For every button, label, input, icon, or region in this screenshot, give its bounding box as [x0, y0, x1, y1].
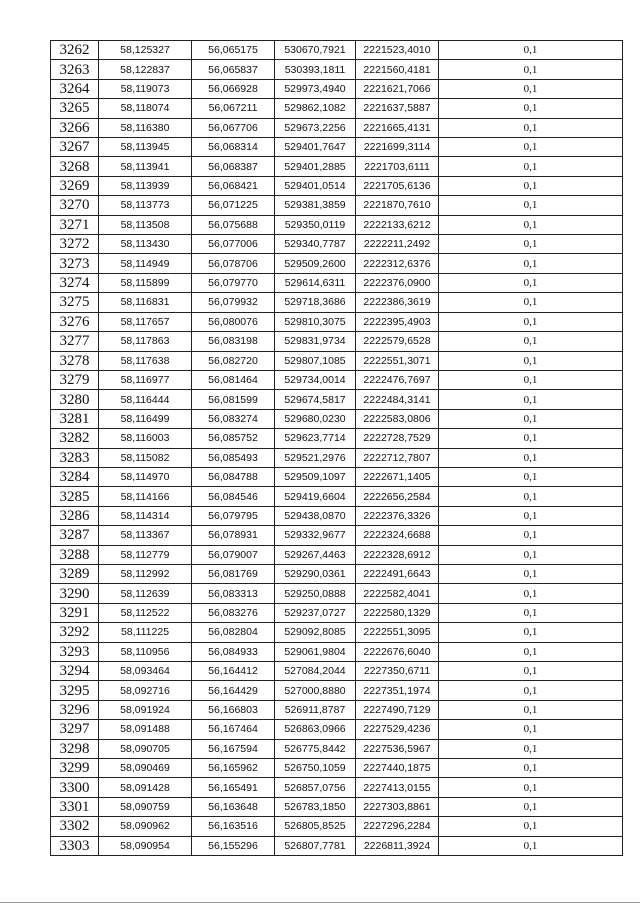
- y-coordinate-cell: 2222376,3326: [356, 506, 439, 525]
- x-coordinate-cell: 526863,0966: [275, 720, 356, 739]
- table-row: [51, 60, 623, 79]
- point-number-cell: 3271: [51, 215, 99, 234]
- y-coordinate-cell: 2222583,0806: [356, 409, 439, 428]
- latitude-cell: 58,116380: [99, 118, 192, 137]
- x-coordinate-cell: 526911,8787: [275, 700, 356, 719]
- y-coordinate-cell: 2221705,6136: [356, 176, 439, 195]
- accuracy-cell: 0,1: [439, 681, 623, 700]
- latitude-cell: 58,114949: [99, 254, 192, 273]
- x-coordinate-cell: 529237,0727: [275, 603, 356, 622]
- y-coordinate-cell: 2222376,0900: [356, 273, 439, 292]
- longitude-cell: 56,165962: [192, 759, 275, 778]
- table-row: [51, 429, 623, 448]
- x-coordinate-cell: 529401,0514: [275, 176, 356, 195]
- x-coordinate-cell: 529061,9804: [275, 642, 356, 661]
- y-coordinate-cell: 2227413,0155: [356, 778, 439, 797]
- longitude-cell: 56,082804: [192, 623, 275, 642]
- longitude-cell: 56,068387: [192, 157, 275, 176]
- y-coordinate-cell: 2222728,7529: [356, 429, 439, 448]
- accuracy-cell: 0,1: [439, 157, 623, 176]
- table-row: [51, 370, 623, 389]
- x-coordinate-cell: 527000,8880: [275, 681, 356, 700]
- latitude-cell: 58,125327: [99, 41, 192, 60]
- latitude-cell: 58,119073: [99, 79, 192, 98]
- x-coordinate-cell: 529438,0870: [275, 506, 356, 525]
- latitude-cell: 58,118074: [99, 99, 192, 118]
- y-coordinate-cell: 2222582,4041: [356, 584, 439, 603]
- latitude-cell: 58,112779: [99, 545, 192, 564]
- point-number-cell: 3281: [51, 409, 99, 428]
- latitude-cell: 58,116003: [99, 429, 192, 448]
- accuracy-cell: 0,1: [439, 138, 623, 157]
- accuracy-cell: 0,1: [439, 797, 623, 816]
- y-coordinate-cell: 2222656,2584: [356, 487, 439, 506]
- coordinates-table: [50, 40, 623, 856]
- point-number-cell: 3290: [51, 584, 99, 603]
- accuracy-cell: 0,1: [439, 603, 623, 622]
- longitude-cell: 56,078706: [192, 254, 275, 273]
- latitude-cell: 58,090962: [99, 817, 192, 836]
- table-row: [51, 409, 623, 428]
- y-coordinate-cell: 2226811,3924: [356, 836, 439, 855]
- point-number-cell: 3280: [51, 390, 99, 409]
- y-coordinate-cell: 2221637,5887: [356, 99, 439, 118]
- table-row: [51, 448, 623, 467]
- point-number-cell: 3301: [51, 797, 99, 816]
- point-number-cell: 3289: [51, 564, 99, 583]
- point-number-cell: 3292: [51, 623, 99, 642]
- point-number-cell: 3278: [51, 351, 99, 370]
- accuracy-cell: 0,1: [439, 370, 623, 389]
- latitude-cell: 58,116444: [99, 390, 192, 409]
- latitude-cell: 58,091924: [99, 700, 192, 719]
- y-coordinate-cell: 2227303,8861: [356, 797, 439, 816]
- accuracy-cell: 0,1: [439, 700, 623, 719]
- accuracy-cell: 0,1: [439, 720, 623, 739]
- y-coordinate-cell: 2221699,3114: [356, 138, 439, 157]
- point-number-cell: 3303: [51, 836, 99, 855]
- point-number-cell: 3268: [51, 157, 99, 176]
- latitude-cell: 58,113367: [99, 526, 192, 545]
- accuracy-cell: 0,1: [439, 564, 623, 583]
- longitude-cell: 56,083276: [192, 603, 275, 622]
- latitude-cell: 58,115082: [99, 448, 192, 467]
- table-row: [51, 662, 623, 681]
- point-number-cell: 3299: [51, 759, 99, 778]
- longitude-cell: 56,067706: [192, 118, 275, 137]
- x-coordinate-cell: 529680,0230: [275, 409, 356, 428]
- longitude-cell: 56,155296: [192, 836, 275, 855]
- accuracy-cell: 0,1: [439, 545, 623, 564]
- point-number-cell: 3298: [51, 739, 99, 758]
- x-coordinate-cell: 526857,0756: [275, 778, 356, 797]
- table-row: [51, 351, 623, 370]
- point-number-cell: 3282: [51, 429, 99, 448]
- latitude-cell: 58,092716: [99, 681, 192, 700]
- y-coordinate-cell: 2227490,7129: [356, 700, 439, 719]
- point-number-cell: 3297: [51, 720, 99, 739]
- point-number-cell: 3272: [51, 235, 99, 254]
- y-coordinate-cell: 2222712,7807: [356, 448, 439, 467]
- table-row: [51, 778, 623, 797]
- latitude-cell: 58,113430: [99, 235, 192, 254]
- point-number-cell: 3285: [51, 487, 99, 506]
- point-number-cell: 3264: [51, 79, 99, 98]
- x-coordinate-cell: 529332,9677: [275, 526, 356, 545]
- table-row: [51, 312, 623, 331]
- point-number-cell: 3262: [51, 41, 99, 60]
- table-row: [51, 797, 623, 816]
- accuracy-cell: 0,1: [439, 429, 623, 448]
- longitude-cell: 56,077006: [192, 235, 275, 254]
- accuracy-cell: 0,1: [439, 99, 623, 118]
- x-coordinate-cell: 527084,2044: [275, 662, 356, 681]
- table-row: [51, 157, 623, 176]
- table-row: [51, 526, 623, 545]
- longitude-cell: 56,085752: [192, 429, 275, 448]
- accuracy-cell: 0,1: [439, 817, 623, 836]
- accuracy-cell: 0,1: [439, 215, 623, 234]
- y-coordinate-cell: 2222395,4903: [356, 312, 439, 331]
- longitude-cell: 56,065175: [192, 41, 275, 60]
- table-row: [51, 836, 623, 855]
- accuracy-cell: 0,1: [439, 487, 623, 506]
- y-coordinate-cell: 2227440,1875: [356, 759, 439, 778]
- longitude-cell: 56,079007: [192, 545, 275, 564]
- table-row: [51, 564, 623, 583]
- x-coordinate-cell: 529673,2256: [275, 118, 356, 137]
- x-coordinate-cell: 530670,7921: [275, 41, 356, 60]
- accuracy-cell: 0,1: [439, 79, 623, 98]
- table-row: [51, 293, 623, 312]
- point-number-cell: 3291: [51, 603, 99, 622]
- accuracy-cell: 0,1: [439, 390, 623, 409]
- y-coordinate-cell: 2222579,6528: [356, 332, 439, 351]
- y-coordinate-cell: 2222386,3619: [356, 293, 439, 312]
- table-row: [51, 79, 623, 98]
- x-coordinate-cell: 529973,4940: [275, 79, 356, 98]
- table-row: [51, 215, 623, 234]
- table-row: [51, 720, 623, 739]
- page-bottom-rule: [0, 902, 640, 903]
- latitude-cell: 58,090469: [99, 759, 192, 778]
- longitude-cell: 56,084546: [192, 487, 275, 506]
- y-coordinate-cell: 2222491,6643: [356, 564, 439, 583]
- point-number-cell: 3267: [51, 138, 99, 157]
- point-number-cell: 3300: [51, 778, 99, 797]
- longitude-cell: 56,084933: [192, 642, 275, 661]
- longitude-cell: 56,082720: [192, 351, 275, 370]
- longitude-cell: 56,078931: [192, 526, 275, 545]
- longitude-cell: 56,068421: [192, 176, 275, 195]
- y-coordinate-cell: 2221703,6111: [356, 157, 439, 176]
- table-row: [51, 118, 623, 137]
- point-number-cell: 3277: [51, 332, 99, 351]
- y-coordinate-cell: 2221665,4131: [356, 118, 439, 137]
- longitude-cell: 56,165491: [192, 778, 275, 797]
- accuracy-cell: 0,1: [439, 273, 623, 292]
- latitude-cell: 58,113941: [99, 157, 192, 176]
- x-coordinate-cell: 529623,7714: [275, 429, 356, 448]
- latitude-cell: 58,110956: [99, 642, 192, 661]
- accuracy-cell: 0,1: [439, 642, 623, 661]
- point-number-cell: 3286: [51, 506, 99, 525]
- accuracy-cell: 0,1: [439, 448, 623, 467]
- y-coordinate-cell: 2222671,1405: [356, 467, 439, 486]
- x-coordinate-cell: 529092,8085: [275, 623, 356, 642]
- y-coordinate-cell: 2222324,6688: [356, 526, 439, 545]
- longitude-cell: 56,083198: [192, 332, 275, 351]
- y-coordinate-cell: 2221621,7066: [356, 79, 439, 98]
- y-coordinate-cell: 2227536,5967: [356, 739, 439, 758]
- latitude-cell: 58,114970: [99, 467, 192, 486]
- latitude-cell: 58,117863: [99, 332, 192, 351]
- table-row: [51, 41, 623, 60]
- longitude-cell: 56,065837: [192, 60, 275, 79]
- longitude-cell: 56,080076: [192, 312, 275, 331]
- coordinates-table-body: [51, 41, 623, 856]
- x-coordinate-cell: 529381,3859: [275, 196, 356, 215]
- y-coordinate-cell: 2222476,7697: [356, 370, 439, 389]
- latitude-cell: 58,117657: [99, 312, 192, 331]
- x-coordinate-cell: 529718,3686: [275, 293, 356, 312]
- latitude-cell: 58,115899: [99, 273, 192, 292]
- point-number-cell: 3294: [51, 662, 99, 681]
- latitude-cell: 58,112639: [99, 584, 192, 603]
- y-coordinate-cell: 2221560,4181: [356, 60, 439, 79]
- point-number-cell: 3265: [51, 99, 99, 118]
- x-coordinate-cell: 529250,0888: [275, 584, 356, 603]
- table-row: [51, 99, 623, 118]
- accuracy-cell: 0,1: [439, 254, 623, 273]
- longitude-cell: 56,164412: [192, 662, 275, 681]
- y-coordinate-cell: 2222551,3071: [356, 351, 439, 370]
- x-coordinate-cell: 529509,1097: [275, 467, 356, 486]
- table-row: [51, 467, 623, 486]
- accuracy-cell: 0,1: [439, 60, 623, 79]
- latitude-cell: 58,090759: [99, 797, 192, 816]
- x-coordinate-cell: 529862,1082: [275, 99, 356, 118]
- point-number-cell: 3295: [51, 681, 99, 700]
- longitude-cell: 56,163648: [192, 797, 275, 816]
- longitude-cell: 56,067211: [192, 99, 275, 118]
- latitude-cell: 58,122837: [99, 60, 192, 79]
- longitude-cell: 56,081599: [192, 390, 275, 409]
- point-number-cell: 3284: [51, 467, 99, 486]
- longitude-cell: 56,164429: [192, 681, 275, 700]
- table-row: [51, 506, 623, 525]
- x-coordinate-cell: 526807,7781: [275, 836, 356, 855]
- table-row: [51, 817, 623, 836]
- accuracy-cell: 0,1: [439, 526, 623, 545]
- x-coordinate-cell: 530393,1811: [275, 60, 356, 79]
- point-number-cell: 3276: [51, 312, 99, 331]
- point-number-cell: 3296: [51, 700, 99, 719]
- y-coordinate-cell: 2227529,4236: [356, 720, 439, 739]
- x-coordinate-cell: 529734,0014: [275, 370, 356, 389]
- point-number-cell: 3270: [51, 196, 99, 215]
- longitude-cell: 56,083313: [192, 584, 275, 603]
- y-coordinate-cell: 2222580,1329: [356, 603, 439, 622]
- table-row: [51, 196, 623, 215]
- accuracy-cell: 0,1: [439, 312, 623, 331]
- accuracy-cell: 0,1: [439, 235, 623, 254]
- latitude-cell: 58,093464: [99, 662, 192, 681]
- table-row: [51, 623, 623, 642]
- latitude-cell: 58,116977: [99, 370, 192, 389]
- point-number-cell: 3274: [51, 273, 99, 292]
- y-coordinate-cell: 2222484,3141: [356, 390, 439, 409]
- latitude-cell: 58,114166: [99, 487, 192, 506]
- latitude-cell: 58,091428: [99, 778, 192, 797]
- table-row: [51, 176, 623, 195]
- accuracy-cell: 0,1: [439, 759, 623, 778]
- accuracy-cell: 0,1: [439, 623, 623, 642]
- longitude-cell: 56,166803: [192, 700, 275, 719]
- y-coordinate-cell: 2222328,6912: [356, 545, 439, 564]
- table-row: [51, 700, 623, 719]
- longitude-cell: 56,079795: [192, 506, 275, 525]
- latitude-cell: 58,113773: [99, 196, 192, 215]
- accuracy-cell: 0,1: [439, 196, 623, 215]
- table-row: [51, 642, 623, 661]
- y-coordinate-cell: 2227351,1974: [356, 681, 439, 700]
- latitude-cell: 58,113939: [99, 176, 192, 195]
- point-number-cell: 3275: [51, 293, 99, 312]
- longitude-cell: 56,163516: [192, 817, 275, 836]
- longitude-cell: 56,066928: [192, 79, 275, 98]
- x-coordinate-cell: 529509,2600: [275, 254, 356, 273]
- latitude-cell: 58,116831: [99, 293, 192, 312]
- point-number-cell: 3263: [51, 60, 99, 79]
- longitude-cell: 56,071225: [192, 196, 275, 215]
- table-row: [51, 390, 623, 409]
- accuracy-cell: 0,1: [439, 836, 623, 855]
- y-coordinate-cell: 2222312,6376: [356, 254, 439, 273]
- accuracy-cell: 0,1: [439, 739, 623, 758]
- x-coordinate-cell: 529350,0119: [275, 215, 356, 234]
- y-coordinate-cell: 2221523,4010: [356, 41, 439, 60]
- point-number-cell: 3269: [51, 176, 99, 195]
- latitude-cell: 58,114314: [99, 506, 192, 525]
- x-coordinate-cell: 526783,1850: [275, 797, 356, 816]
- y-coordinate-cell: 2222133,6212: [356, 215, 439, 234]
- x-coordinate-cell: 529401,7647: [275, 138, 356, 157]
- y-coordinate-cell: 2221870,7610: [356, 196, 439, 215]
- longitude-cell: 56,167594: [192, 739, 275, 758]
- point-number-cell: 3288: [51, 545, 99, 564]
- table-row: [51, 584, 623, 603]
- x-coordinate-cell: 529267,4463: [275, 545, 356, 564]
- latitude-cell: 58,111225: [99, 623, 192, 642]
- x-coordinate-cell: 529810,3075: [275, 312, 356, 331]
- accuracy-cell: 0,1: [439, 409, 623, 428]
- y-coordinate-cell: 2222676,6040: [356, 642, 439, 661]
- point-number-cell: 3302: [51, 817, 99, 836]
- x-coordinate-cell: 529340,7787: [275, 235, 356, 254]
- x-coordinate-cell: 526805,8525: [275, 817, 356, 836]
- y-coordinate-cell: 2227350,6711: [356, 662, 439, 681]
- accuracy-cell: 0,1: [439, 506, 623, 525]
- accuracy-cell: 0,1: [439, 584, 623, 603]
- accuracy-cell: 0,1: [439, 332, 623, 351]
- latitude-cell: 58,112522: [99, 603, 192, 622]
- table-row: [51, 273, 623, 292]
- longitude-cell: 56,167464: [192, 720, 275, 739]
- latitude-cell: 58,116499: [99, 409, 192, 428]
- latitude-cell: 58,091488: [99, 720, 192, 739]
- table-row: [51, 739, 623, 758]
- x-coordinate-cell: 529521,2976: [275, 448, 356, 467]
- point-number-cell: 3273: [51, 254, 99, 273]
- table-row: [51, 254, 623, 273]
- accuracy-cell: 0,1: [439, 351, 623, 370]
- x-coordinate-cell: 529831,9734: [275, 332, 356, 351]
- table-row: [51, 235, 623, 254]
- accuracy-cell: 0,1: [439, 293, 623, 312]
- point-number-cell: 3279: [51, 370, 99, 389]
- table-row: [51, 332, 623, 351]
- longitude-cell: 56,079770: [192, 273, 275, 292]
- latitude-cell: 58,090954: [99, 836, 192, 855]
- latitude-cell: 58,117638: [99, 351, 192, 370]
- accuracy-cell: 0,1: [439, 778, 623, 797]
- longitude-cell: 56,081464: [192, 370, 275, 389]
- x-coordinate-cell: 529290,0361: [275, 564, 356, 583]
- y-coordinate-cell: 2222551,3095: [356, 623, 439, 642]
- table-row: [51, 603, 623, 622]
- longitude-cell: 56,083274: [192, 409, 275, 428]
- accuracy-cell: 0,1: [439, 118, 623, 137]
- x-coordinate-cell: 529807,1085: [275, 351, 356, 370]
- x-coordinate-cell: 529419,6604: [275, 487, 356, 506]
- x-coordinate-cell: 529674,5817: [275, 390, 356, 409]
- x-coordinate-cell: 529401,2885: [275, 157, 356, 176]
- x-coordinate-cell: 526750,1059: [275, 759, 356, 778]
- longitude-cell: 56,085493: [192, 448, 275, 467]
- accuracy-cell: 0,1: [439, 176, 623, 195]
- accuracy-cell: 0,1: [439, 662, 623, 681]
- y-coordinate-cell: 2227296,2284: [356, 817, 439, 836]
- point-number-cell: 3287: [51, 526, 99, 545]
- point-number-cell: 3283: [51, 448, 99, 467]
- accuracy-cell: 0,1: [439, 467, 623, 486]
- latitude-cell: 58,113945: [99, 138, 192, 157]
- y-coordinate-cell: 2222211,2492: [356, 235, 439, 254]
- table-row: [51, 138, 623, 157]
- longitude-cell: 56,068314: [192, 138, 275, 157]
- point-number-cell: 3266: [51, 118, 99, 137]
- latitude-cell: 58,112992: [99, 564, 192, 583]
- latitude-cell: 58,113508: [99, 215, 192, 234]
- latitude-cell: 58,090705: [99, 739, 192, 758]
- longitude-cell: 56,081769: [192, 564, 275, 583]
- point-number-cell: 3293: [51, 642, 99, 661]
- x-coordinate-cell: 529614,6311: [275, 273, 356, 292]
- longitude-cell: 56,075688: [192, 215, 275, 234]
- accuracy-cell: 0,1: [439, 41, 623, 60]
- table-row: [51, 487, 623, 506]
- longitude-cell: 56,079932: [192, 293, 275, 312]
- table-row: [51, 759, 623, 778]
- table-row: [51, 545, 623, 564]
- longitude-cell: 56,084788: [192, 467, 275, 486]
- table-row: [51, 681, 623, 700]
- x-coordinate-cell: 526775,8442: [275, 739, 356, 758]
